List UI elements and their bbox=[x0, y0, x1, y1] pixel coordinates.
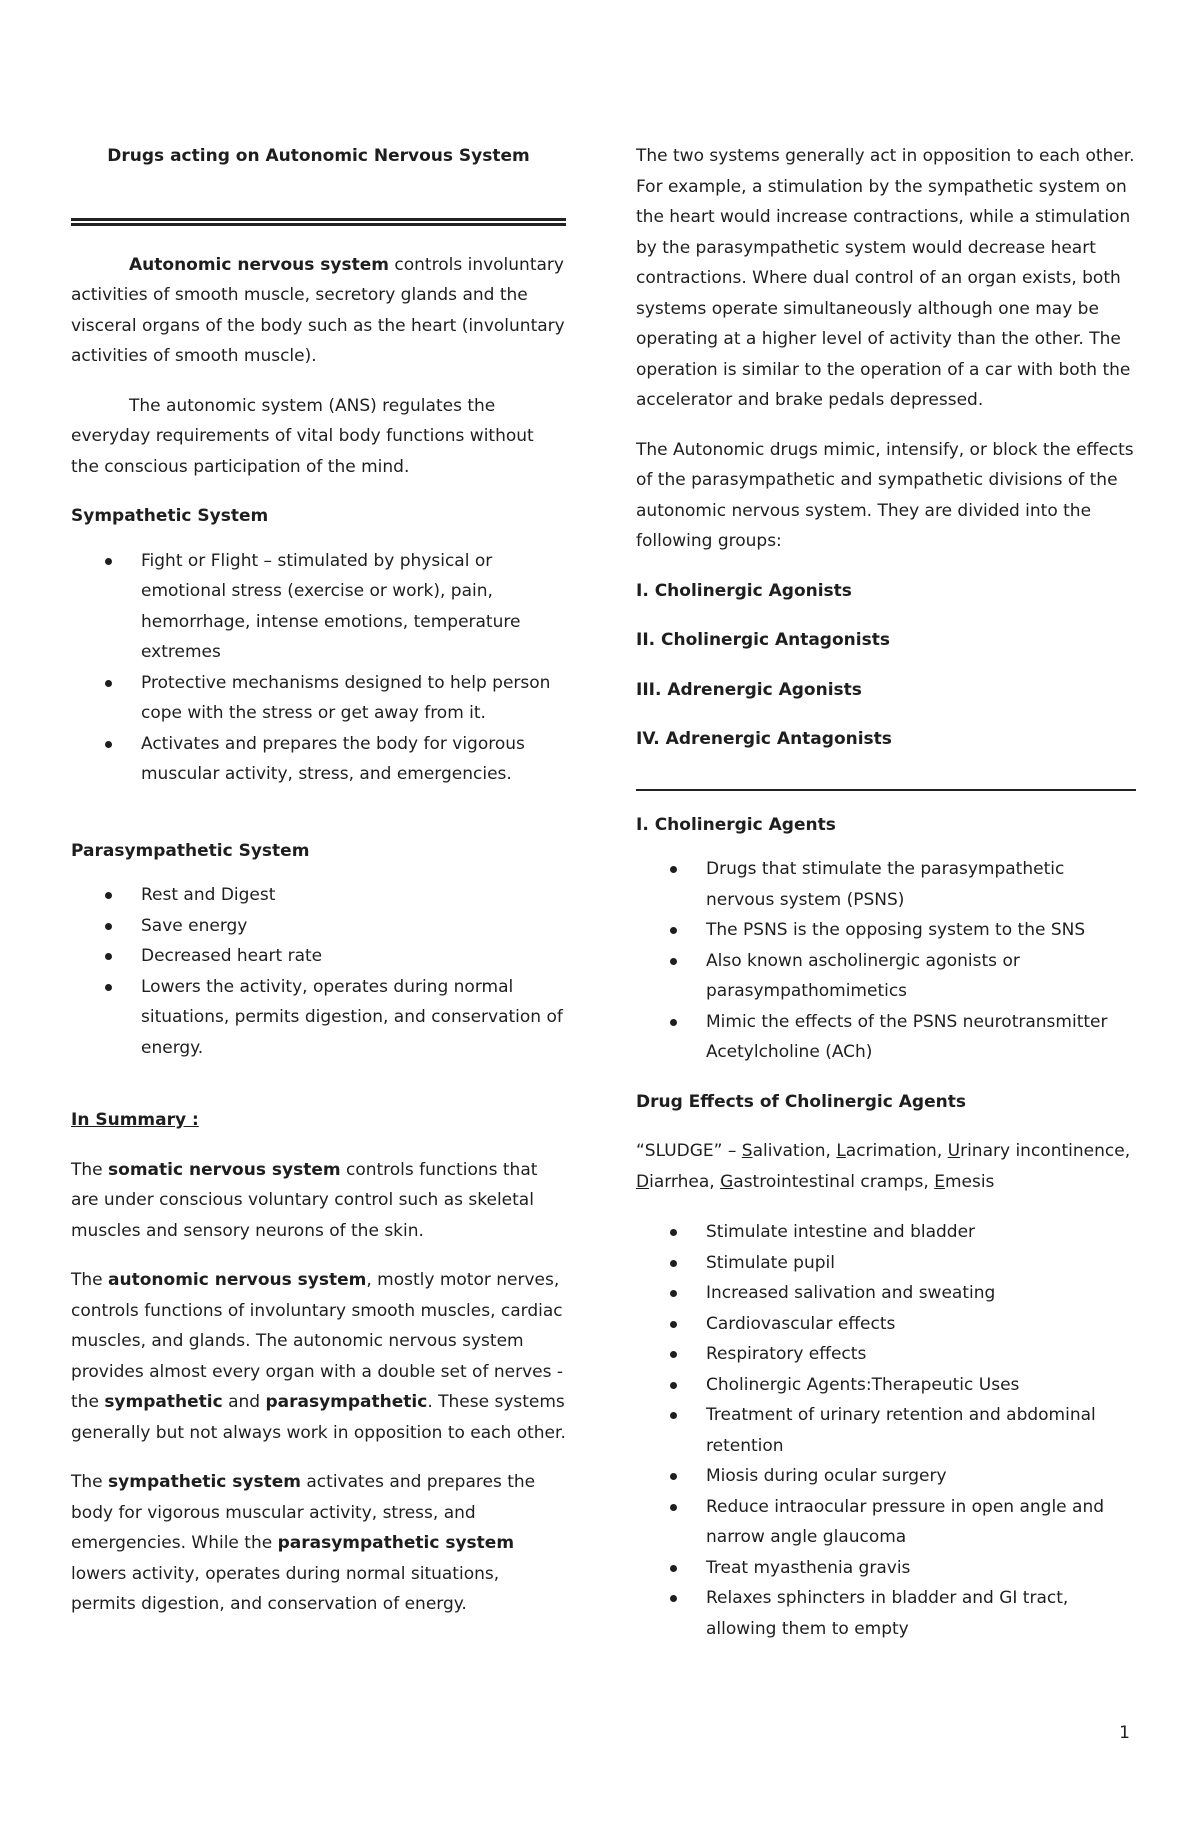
list-item: Also known ascholinergic agonists or parasympathomimetics bbox=[636, 946, 1136, 1007]
sludge-letter: D bbox=[636, 1171, 650, 1192]
parasympathetic-list bbox=[71, 880, 566, 1063]
text-run: . These systems generally but not always work in opposition to each other. bbox=[71, 1392, 566, 1443]
intro-paragraph bbox=[71, 250, 566, 372]
list-item: The PSNS is the opposing system to the SNS bbox=[636, 915, 1136, 946]
summary-sympathetic-paragraph bbox=[71, 1467, 566, 1620]
summary-somatic-paragraph bbox=[71, 1155, 566, 1247]
sludge-letter: S bbox=[741, 1141, 753, 1161]
list-item: Relaxes sphincters in bladder and GI tract, allowing them to empty bbox=[636, 1583, 1136, 1644]
sludge-prefix: “SLUDGE” – bbox=[636, 1141, 742, 1161]
text-run: The bbox=[71, 1270, 109, 1290]
text-run: lowers activity, operates during normal situations, permits digestion, and conservation of energy. bbox=[71, 1563, 500, 1614]
bold-term: parasympathetic system bbox=[277, 1533, 515, 1553]
text-run: The bbox=[71, 1159, 109, 1180]
right-column bbox=[636, 0, 1136, 1644]
list-item: Increased salivation and sweating bbox=[636, 1278, 1136, 1309]
sympathetic-list bbox=[71, 546, 566, 790]
sludge-word: acrimation bbox=[845, 1141, 937, 1161]
sludge-line: “SLUDGE” – Salivation, Lacrimation, Urinary incontinence, Diarrhea, Gastrointestinal cramps, Emesis bbox=[636, 1141, 1131, 1192]
list-item: Cholinergic Agents:Therapeutic Uses bbox=[636, 1370, 1136, 1401]
list-item: Miosis during ocular surgery bbox=[636, 1461, 1136, 1492]
sludge-letter: E bbox=[934, 1171, 945, 1192]
list-item: Drugs that stimulate the parasympathetic nervous system (PSNS) bbox=[636, 854, 1136, 915]
group-4: IV. Adrenergic Antagonists bbox=[636, 729, 892, 749]
list-item: Lowers the activity, operates during normal situations, permits digestion, and conservation of energy. bbox=[71, 972, 566, 1064]
bold-term: sympathetic bbox=[104, 1392, 223, 1412]
cholinergic-heading: I. Cholinergic Agents bbox=[636, 814, 836, 835]
sludge-word: alivation bbox=[752, 1141, 826, 1161]
text-run: The bbox=[71, 1472, 109, 1492]
drug-effects-heading: Drug Effects of Cholinergic Agents bbox=[636, 1091, 966, 1112]
title-double-rule bbox=[71, 218, 566, 226]
cholinergic-list bbox=[636, 854, 1136, 1068]
sludge-word: mesis bbox=[944, 1171, 995, 1192]
list-item: Rest and Digest bbox=[71, 880, 566, 911]
list-item: Cardiovascular effects bbox=[636, 1309, 1136, 1340]
opposition-paragraph: The two systems generally act in opposition to each other. For example, a stimulation by the sympathetic system on the heart would increase contractions, while a stimulation by the parasympathetic system would decrease heart contractions. Where dual control of an organ exists, both systems operate simultaneously although one may be operating at a higher level of activity than the other. The operation is similar to the operation of a car with both the accelerator and brake pedals depressed. bbox=[636, 146, 1135, 410]
page-number: 1 bbox=[1119, 1723, 1130, 1743]
group-2: II. Cholinergic Antagonists bbox=[636, 630, 890, 650]
bold-term: sympathetic system bbox=[108, 1472, 301, 1492]
ans-paragraph: The autonomic system (ANS) regulates the everyday requirements of vital body functions without the conscious participation of the mind. bbox=[71, 395, 534, 477]
text-run: controls functions that are under conscious voluntary control such as skeletal muscles and sensory neurons of the skin. bbox=[71, 1159, 538, 1241]
bold-term: somatic nervous system bbox=[108, 1159, 341, 1180]
document-title: Drugs acting on Autonomic Nervous System bbox=[107, 146, 530, 166]
intro-rest: controls involuntary activities of smooth muscle, secretory glands and the visceral organs of the body such as the heart (involuntary activities of smooth muscle). bbox=[71, 254, 565, 366]
group-1: I. Cholinergic Agonists bbox=[636, 580, 852, 601]
left-column bbox=[71, 0, 566, 1620]
text-run: activates and prepares the body for vigorous muscular activity, stress, and emergencies. While the bbox=[71, 1472, 536, 1553]
list-item: Stimulate intestine and bladder bbox=[636, 1217, 1136, 1248]
list-item: Protective mechanisms designed to help person cope with the stress or get away from it. bbox=[71, 668, 566, 729]
group-3: III. Adrenergic Agonists bbox=[636, 679, 862, 700]
list-item: Save energy bbox=[71, 911, 566, 942]
drug-effects-list bbox=[636, 1217, 1136, 1644]
list-item: Respiratory effects bbox=[636, 1339, 1136, 1370]
list-item: Treatment of urinary retention and abdominal retention bbox=[636, 1400, 1136, 1461]
bold-term: autonomic nervous system bbox=[108, 1270, 367, 1290]
intro-term: Autonomic nervous system bbox=[129, 254, 389, 275]
text-run: , mostly motor nerves, controls functions of involuntary smooth muscles, cardiac muscles, and glands. The autonomic nervous system provides almost every organ with a double set of nerves - the bbox=[71, 1270, 563, 1412]
summary-heading: In Summary : bbox=[71, 1110, 199, 1130]
text-run: and bbox=[222, 1392, 266, 1412]
sympathetic-heading: Sympathetic System bbox=[71, 506, 269, 526]
sludge-letter: L bbox=[836, 1141, 846, 1161]
sludge-word: astrointestinal cramps bbox=[733, 1171, 924, 1192]
list-item: Activates and prepares the body for vigorous muscular activity, stress, and emergencies. bbox=[71, 729, 566, 790]
list-item: Reduce intraocular pressure in open angle and narrow angle glaucoma bbox=[636, 1492, 1136, 1553]
list-item: Treat myasthenia gravis bbox=[636, 1553, 1136, 1584]
list-item: Fight or Flight – stimulated by physical or emotional stress (exercise or work), pain, hemorrhage, intense emotions, temperature extremes bbox=[71, 546, 566, 668]
sludge-word: iarrhea bbox=[649, 1171, 710, 1192]
list-item: Decreased heart rate bbox=[71, 941, 566, 972]
bold-term: parasympathetic bbox=[265, 1392, 428, 1412]
list-item: Stimulate pupil bbox=[636, 1248, 1136, 1279]
sludge-letter: U bbox=[947, 1141, 961, 1161]
sludge-letter: G bbox=[720, 1171, 734, 1192]
sludge-word: rinary incontinence bbox=[960, 1141, 1125, 1161]
summary-autonomic-paragraph bbox=[71, 1265, 566, 1448]
list-item: Mimic the effects of the PSNS neurotransmitter Acetylcholine (ACh) bbox=[636, 1007, 1136, 1068]
section-rule bbox=[636, 789, 1136, 791]
autonomic-drugs-paragraph: The Autonomic drugs mimic, intensify, or block the effects of the parasympathetic and sympathetic divisions of the autonomic nervous system. They are divided into the following groups: bbox=[636, 439, 1134, 551]
parasympathetic-heading: Parasympathetic System bbox=[71, 840, 310, 861]
